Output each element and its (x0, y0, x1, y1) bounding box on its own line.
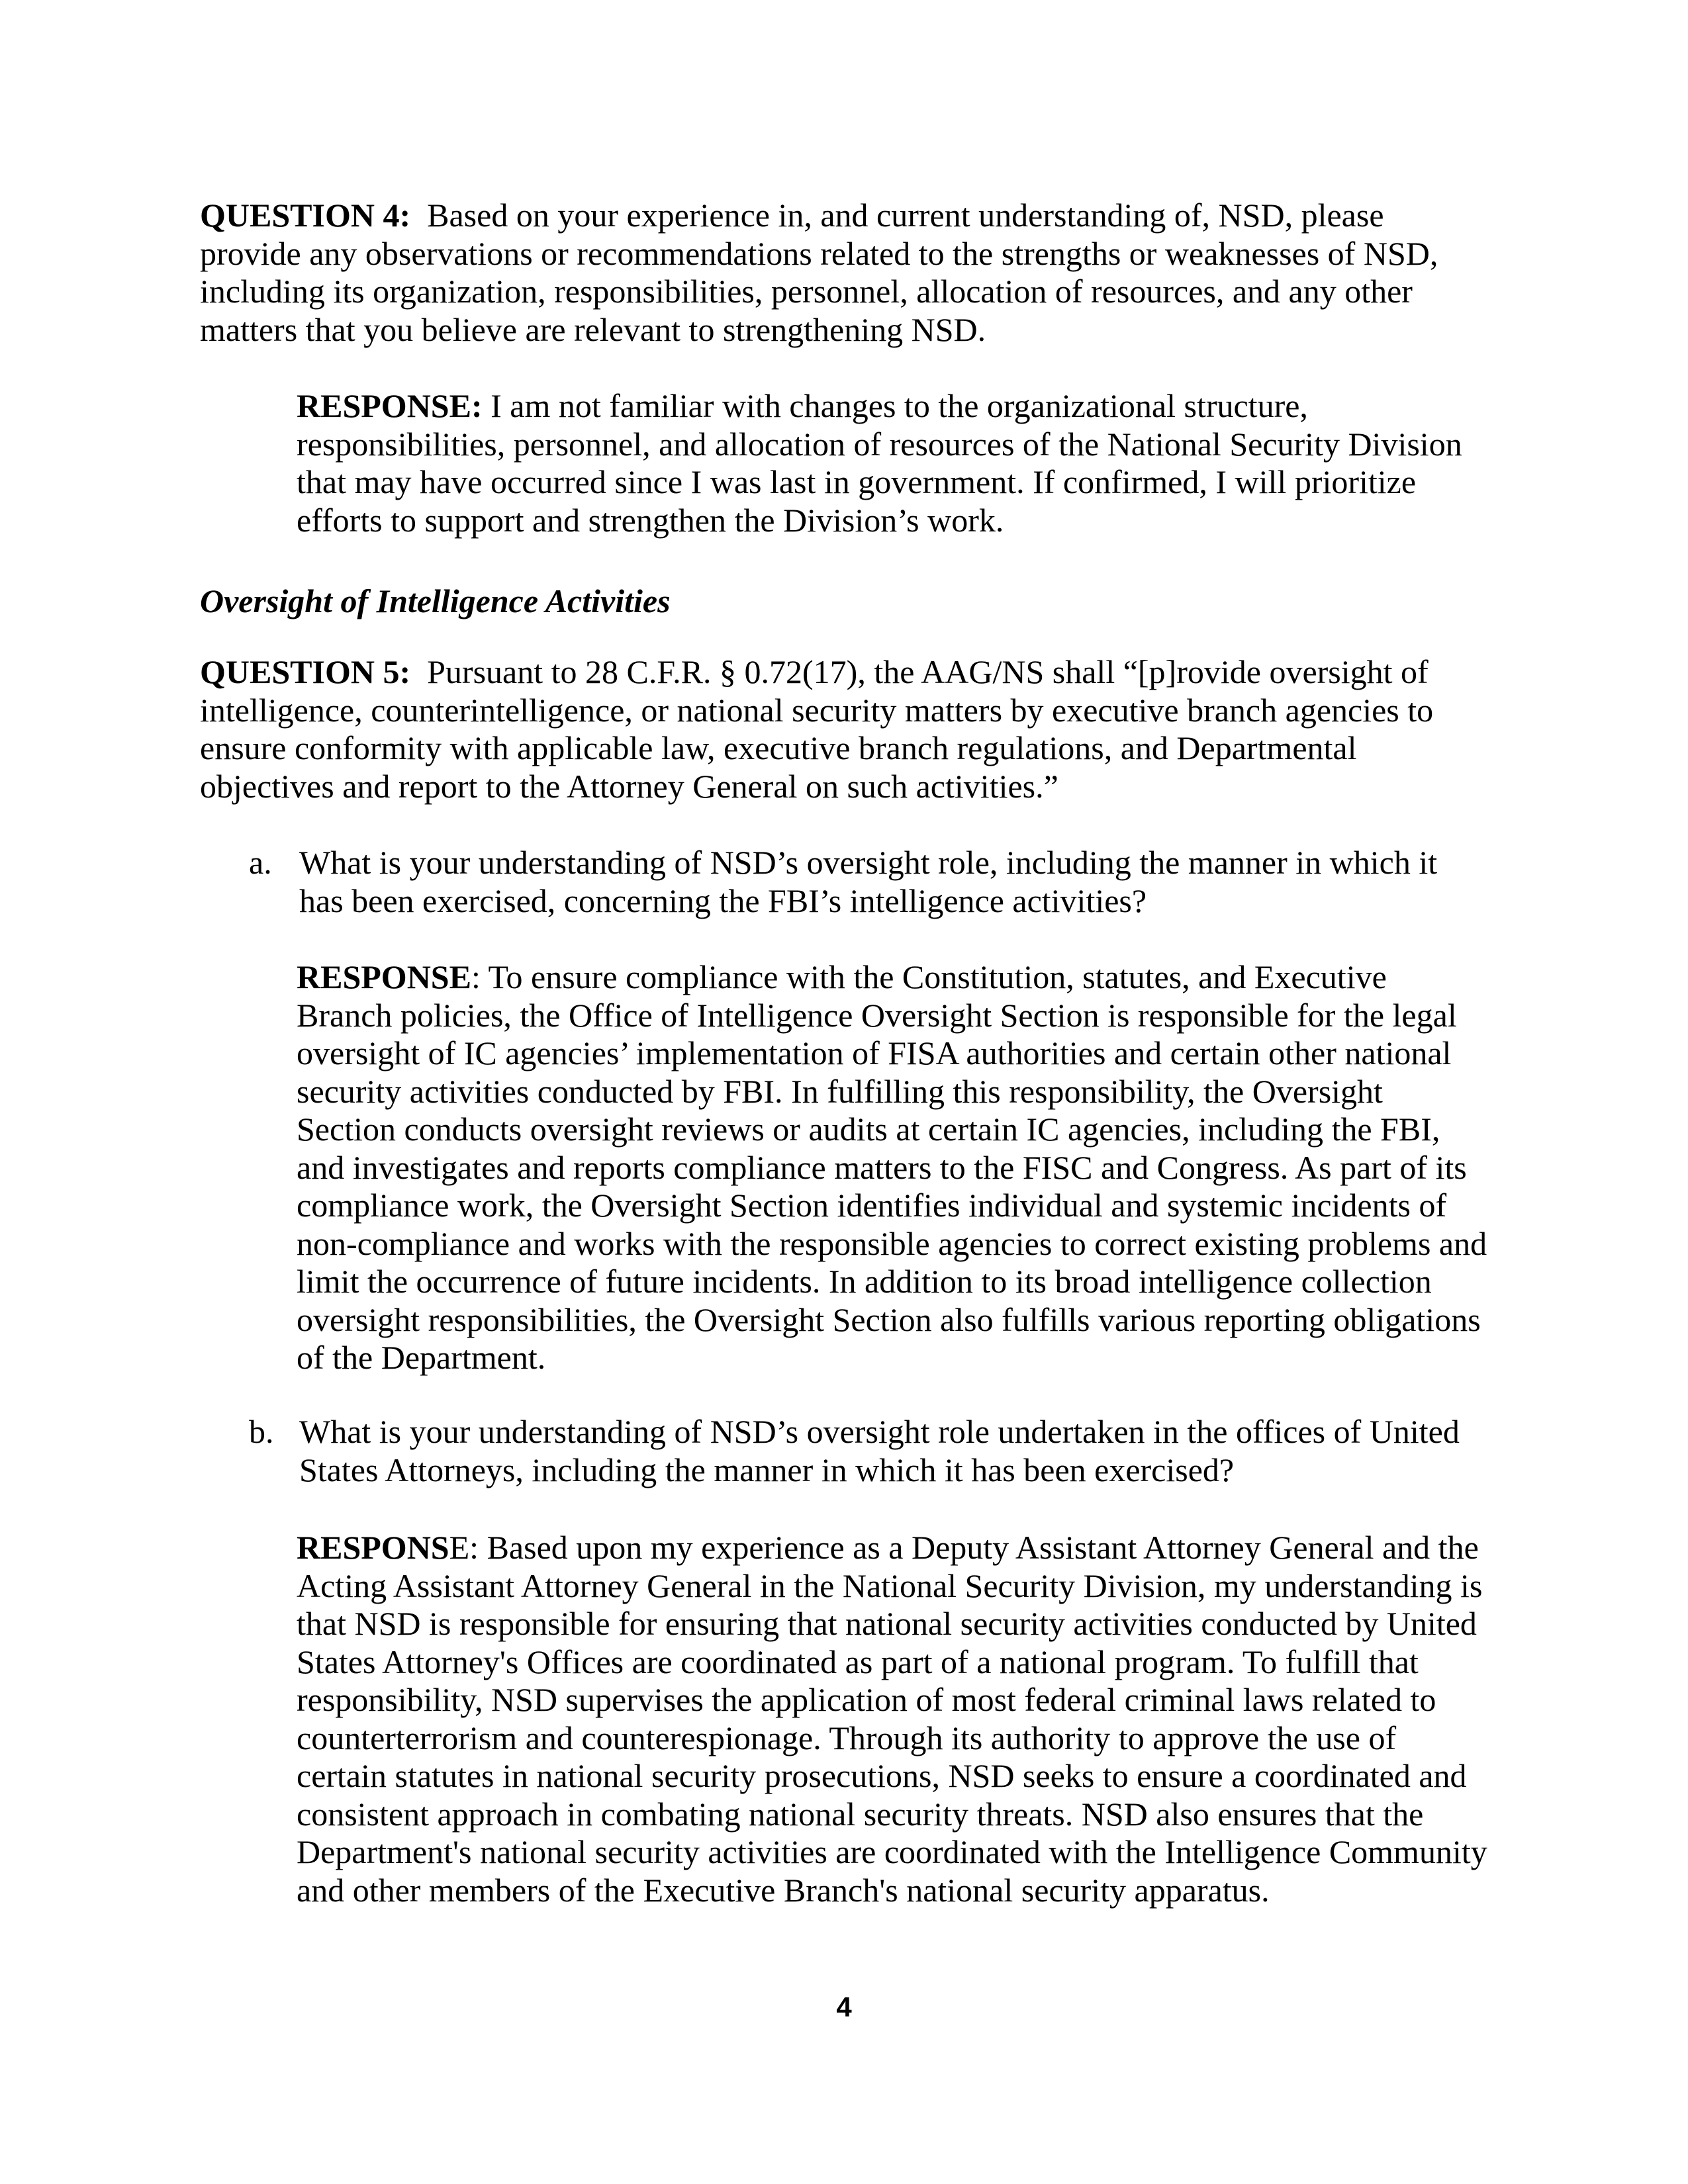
response-b-line: certain statutes in national security prosecutions, NSD seeks to ensure a coordinated and (297, 1757, 1467, 1794)
question-5 (200, 653, 1433, 805)
response-a-line: and investigates and reports compliance matters to the FISC and Congress. As part of its (297, 1148, 1467, 1186)
item-a-line: What is your understanding of NSD’s oversight role, including the manner in which it (299, 844, 1438, 881)
response-b-line: that NSD is responsible for ensuring that national security activities conducted by United (297, 1605, 1477, 1642)
response-b-line: counterterrorism and counterespionage. Through its authority to approve the use of (297, 1719, 1397, 1756)
response-a-line: of the Department. (297, 1339, 546, 1376)
page-number: 4 (836, 1991, 852, 2023)
response-b (297, 1529, 1487, 1909)
question-5-line: objectives and report to the Attorney General on such activities.” (200, 767, 1058, 805)
question-5-label: QUESTION 5: (200, 653, 411, 690)
response-a-line: security activities conducted by FBI. In fulfilling this responsibility, the Oversight (297, 1072, 1383, 1110)
question-4-line: matters that you believe are relevant to strengthening NSD. (200, 310, 986, 348)
response-4 (297, 387, 1462, 539)
question-5-line: intelligence, counterintelligence, or national security matters by executive branch agencies to (200, 691, 1434, 729)
item-a-question (299, 844, 1437, 920)
response-a-label: RESPONSE (297, 958, 471, 995)
response-a-line: compliance work, the Oversight Section identifies individual and systemic incidents of (297, 1187, 1447, 1224)
item-b-line: What is your understanding of NSD’s oversight role undertaken in the offices of United (299, 1413, 1460, 1450)
response-4-line: responsibilities, personnel, and allocation of resources of the National Security Division (297, 425, 1462, 463)
response-4-line: efforts to support and strengthen the Division’s work. (297, 501, 1004, 539)
question-5-line: QUESTION 5: Pursuant to 28 C.F.R. § 0.72(17), the AAG/NS shall “[p]rovide oversight of (200, 653, 1429, 690)
response-a-line: limit the occurrence of future incidents. In addition to its broad intelligence collection (297, 1263, 1432, 1300)
response-b-line: responsibility, NSD supervises the application of most federal criminal laws related to (297, 1681, 1436, 1718)
response-b-line: consistent approach in combating national security threats. NSD also ensures that the (297, 1795, 1424, 1833)
response-a-line: oversight responsibilities, the Oversight Section also fulfills various reporting obligations (297, 1300, 1481, 1338)
response-b-line: States Attorney's Offices are coordinated as part of a national program. To fulfill that (297, 1643, 1419, 1680)
item-a-line: has been exercised, concerning the FBI’s intelligence activities? (299, 882, 1147, 919)
section-heading: Oversight of Intelligence Activities (200, 582, 671, 619)
item-b-line: States Attorneys, including the manner in which it has been exercised? (299, 1451, 1235, 1488)
response-a-line: RESPONSE: To ensure compliance with the Constitution, statutes, and Executive (297, 958, 1387, 995)
item-b-question (299, 1413, 1460, 1489)
response-b-line: Acting Assistant Attorney General in the National Security Division, my understanding is (297, 1567, 1483, 1604)
question-4 (200, 197, 1438, 349)
response-a-line: Branch policies, the Office of Intelligence Oversight Section is responsible for the legal (297, 996, 1457, 1034)
response-a-line: Section conducts oversight reviews or audits at certain IC agencies, including the FBI, (297, 1111, 1440, 1148)
question-5-line: ensure conformity with applicable law, executive branch regulations, and Departmental (200, 729, 1357, 766)
response-b-line: and other members of the Executive Branch's national security apparatus. (297, 1871, 1270, 1909)
response-4-label: RESPONSE: (297, 387, 483, 424)
response-b-line: RESPONSE: Based upon my experience as a Deputy Assistant Attorney General and the (297, 1529, 1479, 1566)
item-a-label: a. (249, 844, 272, 881)
response-a (297, 958, 1487, 1377)
response-a-line: oversight of IC agencies’ implementation of FISA authorities and certain other national (297, 1034, 1452, 1071)
question-4-label: QUESTION 4: (200, 197, 411, 234)
response-4-line: RESPONSE: I am not familiar with changes to the organizational structure, (297, 387, 1308, 424)
response-4-line: that may have occurred since I was last in government. If confirmed, I will prioritize (297, 463, 1417, 500)
response-a-line: non-compliance and works with the responsible agencies to correct existing problems and (297, 1224, 1487, 1262)
question-4-line: provide any observations or recommendations related to the strengths or weaknesses of NSD, (200, 234, 1438, 272)
question-4-line: including its organization, responsibilities, personnel, allocation of resources, and any other (200, 273, 1413, 310)
item-b-label: b. (249, 1413, 274, 1450)
response-b-line: Department's national security activities are coordinated with the Intelligence Community (297, 1833, 1487, 1870)
question-4-line: QUESTION 4: Based on your experience in, and current understanding of, NSD, please (200, 197, 1384, 234)
response-b-label: RESPONS (297, 1529, 449, 1566)
